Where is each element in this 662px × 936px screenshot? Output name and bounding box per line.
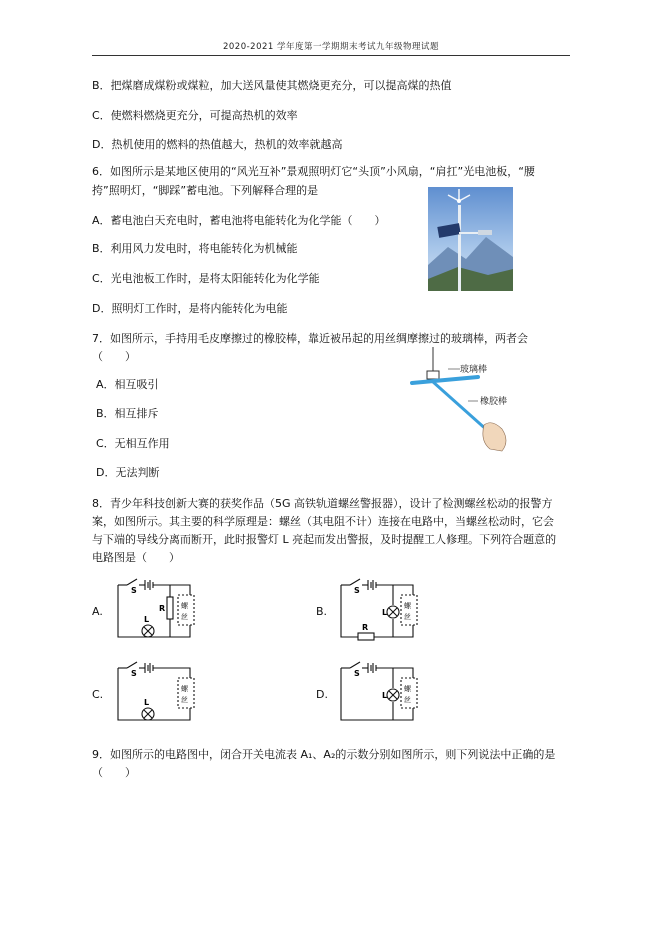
svg-text:L: L [144,698,150,707]
circuit-a-diagram [115,575,215,645]
wind-solar-lamp-photo [428,187,513,291]
label-rubber-rod: 橡胶棒 [480,397,508,407]
label-glass-rod: 玻璃棒 [460,365,488,375]
page-header: 2020-2021 学年度第一学期期末考试九年级物理试题 [222,42,440,52]
svg-text:S: S [354,586,360,595]
svg-text:丝: 丝 [404,613,411,621]
q6-option-a: A．蓄电池白天充电时，蓄电池将电能转化为化学能（ ） [92,214,386,227]
screw-label-bottom: 丝 [181,613,188,621]
svg-text:S: S [131,669,137,678]
svg-text:L: L [382,608,388,617]
svg-text:螺: 螺 [404,602,411,610]
q7-option-b: B．相互排斥 [96,407,159,420]
svg-text:S: S [354,669,360,678]
circuit-d-label: D. [316,688,328,701]
svg-text:螺: 螺 [181,685,188,693]
circuit-a-label: A. [92,605,103,618]
svg-text:丝: 丝 [181,696,188,704]
q6-option-b: B．利用风力发电时，将电能转化为机械能 [92,242,298,255]
circuit-d-diagram [338,658,438,728]
q6-stem-line1: 6．如图所示是某地区使用的“风光互补”景观照明灯它“头顶”小风扇，“肩扛”光电池板，“腰 [92,165,535,178]
q9-text-line2: （ ） [92,766,136,779]
svg-text:螺: 螺 [404,685,411,693]
circuit-c-diagram [115,658,215,728]
q5-option-b: B．把煤磨成煤粉或煤粒，加大送风量使其燃烧更充分，可以提高煤的热值 [92,79,452,92]
q6-option-c: C．光电池板工作时，是将太阳能转化为化学能 [92,272,320,285]
lamp-l-label: L [144,615,150,624]
q7-stem-line1: 7．如图所示，手持用毛皮摩擦过的橡胶棒，靠近被吊起的用丝绸摩擦过的玻璃棒，两者会 [92,332,528,345]
q8-text-line2: 案，如图所示。其主要的科学原理是：螺丝（其电阻不计）连接在电路中，当螺丝松动时，它会 [92,515,554,528]
screw-label-top: 螺 [181,602,188,610]
svg-text:R: R [362,623,369,632]
q9-text-line1: 9．如图所示的电路图中，闭合开关电流表 A₁、A₂的示数分别如图所示，则下列说法中正确的是 [92,748,556,761]
circuit-c-label: C. [92,688,104,701]
q6-stem-line2: 挎”照明灯，“脚踩”蓄电池。下列解释合理的是 [92,184,319,197]
svg-text:L: L [382,691,388,700]
q8-text-line1: 8．青少年科技创新大赛的获奖作品（5G 高铁轨道螺丝警报器），设计了检测螺丝松动的报警方 [92,497,553,510]
q5-option-c: C．使燃料燃烧更充分，可提高热机的效率 [92,109,298,122]
svg-text:丝: 丝 [404,696,411,704]
switch-s-label: S [131,586,137,595]
q7-stem-line2: （ ） [92,350,136,363]
q7-option-d: D．无法判断 [96,466,160,479]
q8-text-line4: 电路图是（ ） [92,551,180,564]
resistor-r-label: R [159,604,166,613]
q7-option-a: A．相互吸引 [96,378,159,391]
header-divider [92,55,570,56]
circuit-b-diagram [338,575,438,645]
q8-text-line3: 与下端的导线分离而断开，此时报警灯 L 亮起而发出警报，及时提醒工人修理。下列符合题意的 [92,533,557,546]
q5-option-d: D．热机使用的燃料的热值越大，热机的效率就越高 [92,138,343,151]
q7-option-c: C．无相互作用 [96,437,170,450]
q6-option-d: D．照明灯工作时，是将内能转化为电能 [92,302,288,315]
circuit-b-label: B. [316,605,328,618]
